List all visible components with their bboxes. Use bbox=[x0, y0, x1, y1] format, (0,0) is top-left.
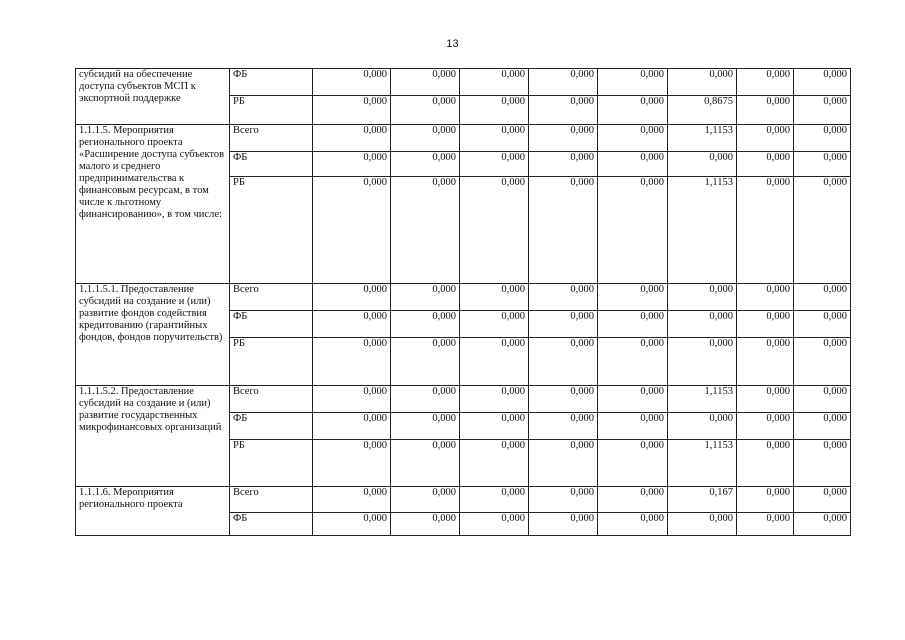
table-row bbox=[76, 386, 851, 413]
amount-cell: 0,000 bbox=[737, 513, 794, 536]
funding-source-cell: ФБ bbox=[230, 513, 313, 536]
amount-cell: 0,000 bbox=[794, 311, 851, 338]
amount-cell: 0,000 bbox=[391, 125, 460, 152]
amount-cell: 0,000 bbox=[391, 311, 460, 338]
amount-cell: 0,000 bbox=[460, 440, 529, 487]
amount-cell: 0,000 bbox=[668, 338, 737, 386]
amount-cell: 0,000 bbox=[794, 69, 851, 96]
amount-cell: 0,000 bbox=[460, 487, 529, 513]
amount-cell: 0,000 bbox=[460, 338, 529, 386]
amount-cell: 0,000 bbox=[737, 96, 794, 125]
measure-description: 1.1.1.6. Мероприятия регионального проекта bbox=[76, 487, 230, 536]
amount-cell: 0,000 bbox=[737, 177, 794, 284]
amount-cell: 0,000 bbox=[313, 311, 391, 338]
amount-cell: 0,000 bbox=[794, 513, 851, 536]
amount-cell: 0,000 bbox=[794, 177, 851, 284]
amount-cell: 0,000 bbox=[460, 311, 529, 338]
amount-cell: 0,000 bbox=[668, 413, 737, 440]
amount-cell: 0,000 bbox=[313, 338, 391, 386]
table-row bbox=[76, 69, 851, 96]
table-row bbox=[76, 125, 851, 152]
amount-cell: 0,000 bbox=[313, 177, 391, 284]
amount-cell: 0,000 bbox=[529, 311, 598, 338]
amount-cell: 0,000 bbox=[460, 386, 529, 413]
funding-source-cell: ФБ bbox=[230, 152, 313, 177]
funding-source-cell: РБ bbox=[230, 440, 313, 487]
table-row bbox=[76, 284, 851, 311]
amount-cell: 0,000 bbox=[529, 487, 598, 513]
amount-cell: 0,8675 bbox=[668, 96, 737, 125]
amount-cell: 0,000 bbox=[794, 487, 851, 513]
amount-cell: 0,000 bbox=[391, 152, 460, 177]
amount-cell: 0,000 bbox=[529, 413, 598, 440]
amount-cell: 0,000 bbox=[598, 152, 668, 177]
amount-cell: 0,000 bbox=[313, 487, 391, 513]
amount-cell: 0,000 bbox=[737, 69, 794, 96]
amount-cell: 0,000 bbox=[313, 96, 391, 125]
amount-cell: 0,000 bbox=[313, 284, 391, 311]
amount-cell: 0,000 bbox=[391, 413, 460, 440]
amount-cell: 0,000 bbox=[529, 386, 598, 413]
funding-source-cell: РБ bbox=[230, 177, 313, 284]
amount-cell: 0,000 bbox=[737, 440, 794, 487]
amount-cell: 0,000 bbox=[460, 513, 529, 536]
amount-cell: 0,000 bbox=[794, 125, 851, 152]
amount-cell: 0,000 bbox=[794, 96, 851, 125]
amount-cell: 0,000 bbox=[737, 311, 794, 338]
amount-cell: 0,000 bbox=[313, 125, 391, 152]
amount-cell: 0,167 bbox=[668, 487, 737, 513]
amount-cell: 0,000 bbox=[598, 311, 668, 338]
amount-cell: 0,000 bbox=[598, 413, 668, 440]
amount-cell: 0,000 bbox=[598, 513, 668, 536]
amount-cell: 0,000 bbox=[529, 284, 598, 311]
amount-cell: 0,000 bbox=[737, 284, 794, 311]
amount-cell: 0,000 bbox=[460, 96, 529, 125]
amount-cell: 0,000 bbox=[598, 338, 668, 386]
amount-cell: 1,1153 bbox=[668, 177, 737, 284]
page-number: 13 bbox=[446, 38, 459, 50]
table-row bbox=[76, 487, 851, 513]
amount-cell: 0,000 bbox=[460, 413, 529, 440]
amount-cell: 0,000 bbox=[391, 513, 460, 536]
measure-description: 1.1.1.5.1. Предоставление субсидий на создание и (или) развитие фондов содействия кредитованию (гарантийных фондов, фондов поручительств) bbox=[76, 284, 230, 386]
amount-cell: 0,000 bbox=[668, 513, 737, 536]
amount-cell: 0,000 bbox=[737, 125, 794, 152]
funding-source-cell: РБ bbox=[230, 96, 313, 125]
amount-cell: 0,000 bbox=[460, 125, 529, 152]
amount-cell: 0,000 bbox=[529, 177, 598, 284]
amount-cell: 0,000 bbox=[737, 386, 794, 413]
amount-cell: 0,000 bbox=[460, 152, 529, 177]
amount-cell: 0,000 bbox=[794, 413, 851, 440]
amount-cell: 0,000 bbox=[391, 487, 460, 513]
funding-source-cell: ФБ bbox=[230, 69, 313, 96]
measure-description: субсидий на обеспечение доступа субъектов МСП к экспортной поддержке bbox=[76, 69, 230, 125]
amount-cell: 0,000 bbox=[313, 413, 391, 440]
amount-cell: 0,000 bbox=[794, 440, 851, 487]
amount-cell: 0,000 bbox=[529, 338, 598, 386]
amount-cell: 0,000 bbox=[460, 69, 529, 96]
amount-cell: 1,1153 bbox=[668, 386, 737, 413]
funding-source-cell: ФБ bbox=[230, 311, 313, 338]
budget-table bbox=[75, 68, 851, 536]
amount-cell: 0,000 bbox=[598, 69, 668, 96]
measure-description: 1.1.1.5. Мероприятия регионального проекта «Расширение доступа субъектов малого и среднего предпринимательства к финансовым ресурсам, в том числе к льготному финансированию», в том числе: bbox=[76, 125, 230, 284]
funding-source-cell: ФБ bbox=[230, 413, 313, 440]
amount-cell: 0,000 bbox=[391, 69, 460, 96]
amount-cell: 0,000 bbox=[391, 284, 460, 311]
funding-source-cell: Всего bbox=[230, 487, 313, 513]
amount-cell: 0,000 bbox=[313, 513, 391, 536]
amount-cell: 0,000 bbox=[598, 487, 668, 513]
amount-cell: 1,1153 bbox=[668, 440, 737, 487]
funding-source-cell: Всего bbox=[230, 125, 313, 152]
amount-cell: 1,1153 bbox=[668, 125, 737, 152]
funding-source-cell: Всего bbox=[230, 284, 313, 311]
amount-cell: 0,000 bbox=[391, 386, 460, 413]
amount-cell: 0,000 bbox=[598, 440, 668, 487]
amount-cell: 0,000 bbox=[598, 284, 668, 311]
amount-cell: 0,000 bbox=[668, 69, 737, 96]
amount-cell: 0,000 bbox=[313, 69, 391, 96]
amount-cell: 0,000 bbox=[391, 440, 460, 487]
amount-cell: 0,000 bbox=[598, 386, 668, 413]
amount-cell: 0,000 bbox=[737, 487, 794, 513]
amount-cell: 0,000 bbox=[668, 152, 737, 177]
amount-cell: 0,000 bbox=[529, 513, 598, 536]
amount-cell: 0,000 bbox=[668, 311, 737, 338]
amount-cell: 0,000 bbox=[794, 386, 851, 413]
amount-cell: 0,000 bbox=[460, 284, 529, 311]
amount-cell: 0,000 bbox=[794, 152, 851, 177]
funding-source-cell: Всего bbox=[230, 386, 313, 413]
amount-cell: 0,000 bbox=[313, 152, 391, 177]
measure-description: 1.1.1.5.2. Предоставление субсидий на создание и (или) развитие государственных микрофинансовых организаций bbox=[76, 386, 230, 487]
amount-cell: 0,000 bbox=[313, 440, 391, 487]
amount-cell: 0,000 bbox=[598, 96, 668, 125]
amount-cell: 0,000 bbox=[598, 177, 668, 284]
amount-cell: 0,000 bbox=[529, 440, 598, 487]
amount-cell: 0,000 bbox=[529, 152, 598, 177]
amount-cell: 0,000 bbox=[313, 386, 391, 413]
amount-cell: 0,000 bbox=[598, 125, 668, 152]
amount-cell: 0,000 bbox=[391, 338, 460, 386]
amount-cell: 0,000 bbox=[529, 125, 598, 152]
amount-cell: 0,000 bbox=[391, 177, 460, 284]
amount-cell: 0,000 bbox=[737, 152, 794, 177]
amount-cell: 0,000 bbox=[529, 96, 598, 125]
amount-cell: 0,000 bbox=[460, 177, 529, 284]
amount-cell: 0,000 bbox=[737, 413, 794, 440]
amount-cell: 0,000 bbox=[529, 69, 598, 96]
funding-source-cell: РБ bbox=[230, 338, 313, 386]
amount-cell: 0,000 bbox=[794, 338, 851, 386]
amount-cell: 0,000 bbox=[668, 284, 737, 311]
amount-cell: 0,000 bbox=[794, 284, 851, 311]
amount-cell: 0,000 bbox=[391, 96, 460, 125]
amount-cell: 0,000 bbox=[737, 338, 794, 386]
